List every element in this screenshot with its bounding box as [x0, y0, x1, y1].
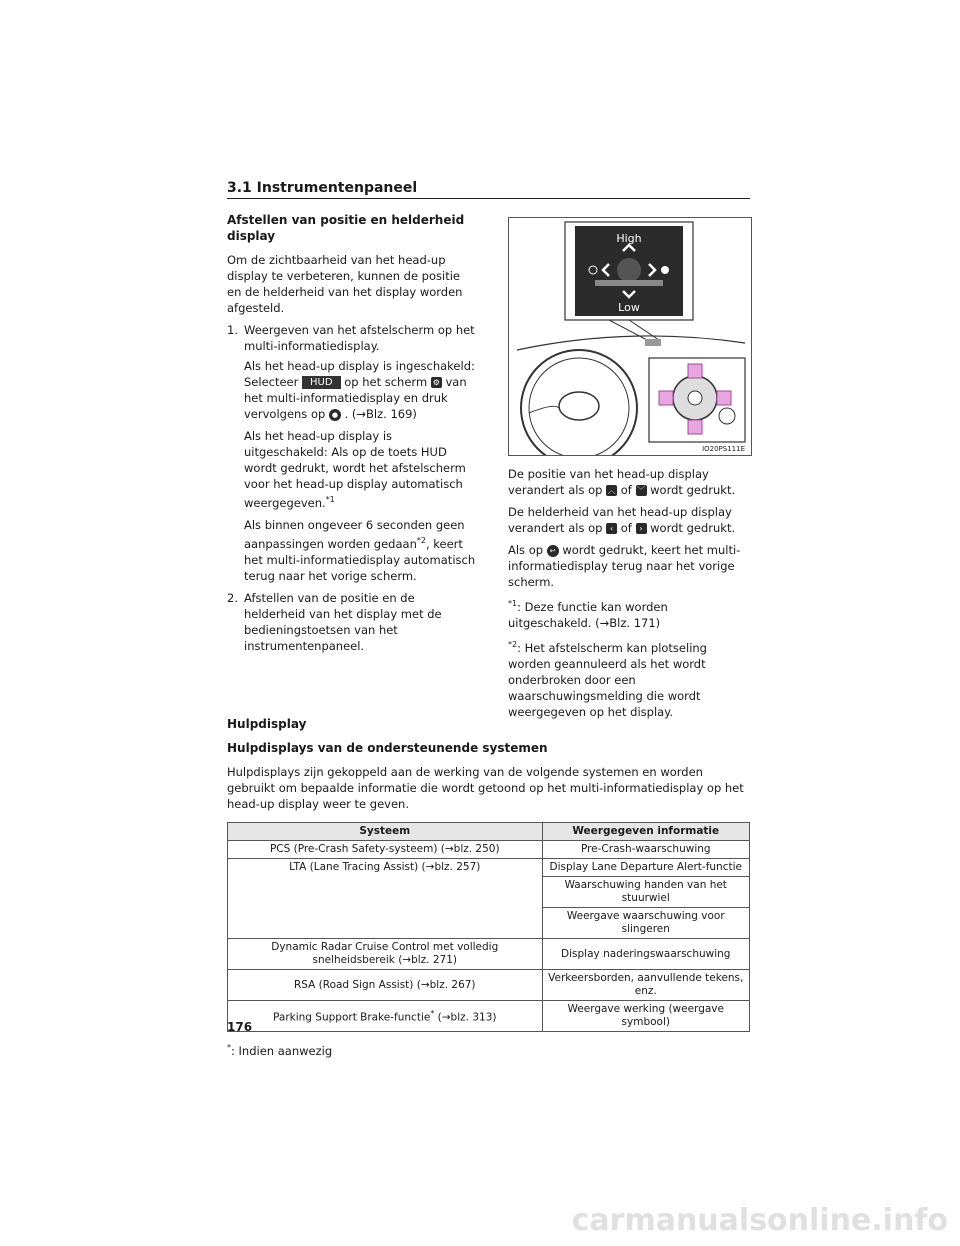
footnote-1	[508, 596, 753, 631]
r5-sys-a: Parking Support Brake-functie	[273, 1011, 431, 1024]
aux-subheading: Hulpdisplays van de ondersteunende systemen	[227, 741, 548, 755]
position-of: of	[620, 483, 632, 497]
left-column	[227, 212, 477, 658]
low-label: Low	[618, 301, 640, 314]
up-press-marker	[688, 364, 702, 378]
footnote-ref-1: *1	[325, 495, 335, 504]
aux-heading: Hulpdisplay	[227, 717, 307, 731]
brightness-scale	[595, 280, 663, 286]
systems-table	[227, 822, 750, 1032]
adjust-heading: Afstellen van positie en helderheid display	[227, 213, 465, 243]
back-button	[719, 408, 735, 424]
section-title: 3.1 Instrumentenpaneel	[227, 180, 418, 196]
intro-text: Om de zichtbaarheid van het head-up display te verbeteren, kunnen de positie en de helderheid van het display worden afgesteld.	[227, 253, 463, 315]
ok-button	[688, 391, 702, 405]
table-cell: Weergave waarschuwing voor slingeren	[542, 908, 749, 939]
r5-sup: *	[430, 1009, 435, 1019]
timeout-text-b: , keert het multi-informatiedisplay automatisch terug naar het vorige scherm.	[244, 536, 476, 583]
step-1-sub-timeout	[227, 517, 477, 584]
figure-code: IO20PS111E	[702, 445, 745, 453]
table-footnote-text: : Indien aanwezig	[231, 1043, 333, 1058]
brightness-text-a: De helderheid van het head-up display verandert als op	[508, 505, 732, 535]
table-cell: PCS (Pre-Crash Safety-systeem) (→blz. 250)	[228, 841, 543, 859]
table-footnote-mark: *	[227, 1043, 231, 1052]
table-cell: LTA (Lane Tracing Assist) (→blz. 257)	[228, 859, 543, 939]
brightness-of: of	[620, 521, 632, 535]
brightness-text-b: wordt gedrukt.	[650, 521, 736, 535]
column-header-system: Systeem	[228, 823, 543, 841]
position-text	[508, 466, 753, 498]
position-text-a: De positie van het head-up display verandert als op	[508, 467, 709, 497]
wheel-hub	[559, 392, 599, 420]
watermark-svg	[0, 1200, 960, 1242]
back-button-icon: ↩	[547, 545, 559, 557]
step-2-text: Afstellen van de positie en de helderheid van het display met de bedieningstoetsen van het instrumentenpaneel.	[244, 590, 442, 653]
footnote-2	[508, 637, 753, 720]
down-button-icon: ﹀	[637, 486, 645, 495]
table-row	[228, 859, 750, 877]
hud-projector	[645, 339, 661, 346]
footnote-1-text: : Deze functie kan worden uitgeschakeld. (→Blz. 171)	[508, 599, 668, 630]
r5-sys-b: (→blz. 313)	[434, 1011, 497, 1024]
sub-on-text-d: . (→Blz. 169)	[344, 407, 417, 421]
table-cell: Waarschuwing handen van het stuurwiel	[542, 877, 749, 908]
watermark	[0, 1200, 960, 1242]
left-button-icon: ‹	[606, 523, 617, 534]
left-press-marker	[659, 391, 673, 405]
bright-sun-icon	[661, 266, 669, 274]
table-cell: Display Lane Departure Alert-functie	[542, 859, 749, 877]
table-row	[228, 841, 750, 859]
back-text-a: Als op	[508, 543, 544, 557]
step-1	[227, 322, 477, 354]
ok-button-icon: ●	[329, 409, 341, 421]
footnote-ref-2: *2	[416, 535, 426, 545]
settings-screen-icon: ⚙	[432, 378, 440, 387]
step-2-number: 2.	[227, 590, 238, 605]
column-header-info: Weergegeven informatie	[542, 823, 749, 841]
step-1-text: Weergeven van het afstelscherm op het multi-informatiedisplay.	[244, 323, 475, 353]
sub-on-text-b: op het scherm	[344, 375, 428, 389]
down-press-marker	[688, 420, 702, 434]
footnote-2-text: : Het afstelscherm kan plotseling worden geannuleerd als het wordt onderbroken door een waarschuwingsmelding die wordt weergegeven op het display.	[508, 640, 707, 719]
up-button-icon: ︿	[607, 486, 616, 495]
table-cell: Dynamic Radar Cruise Control met volledig snelheidsbereik (→blz. 271)	[228, 939, 543, 970]
back-text	[508, 542, 753, 590]
table-row	[228, 1001, 750, 1032]
right-press-marker	[717, 391, 731, 405]
table-cell: Pre-Crash-waarschuwing	[542, 841, 749, 859]
sub-on-text-c: van het multi-informatiedisplay en druk vervolgens op	[244, 375, 467, 421]
table-footnote	[227, 1040, 752, 1059]
watermark-text: carmanualsonline.info	[571, 1203, 948, 1238]
hud-badge-icon: HUD	[302, 376, 341, 389]
position-text-b: wordt gedrukt.	[650, 483, 736, 497]
step-2	[227, 590, 477, 654]
steering-wheel	[521, 350, 637, 455]
sub-on-text-a: Als het head-up display is ingeschakeld: Selecteer	[244, 359, 475, 389]
table-cell: Display naderingswaarschuwing	[542, 939, 749, 970]
step-1-number: 1.	[227, 323, 238, 337]
table-row	[228, 939, 750, 970]
brightness-text	[508, 504, 753, 536]
right-column	[508, 466, 753, 726]
table-header-row	[228, 823, 750, 841]
hud-adjust-illustration	[508, 217, 752, 456]
page-number: 176	[227, 1020, 253, 1034]
auxiliary-display-section	[227, 716, 752, 1059]
footnote-1-mark: *1	[508, 599, 518, 608]
section-divider	[227, 198, 750, 199]
illustration-svg	[509, 218, 751, 455]
table-row	[228, 970, 750, 1001]
table-cell	[228, 1001, 543, 1032]
high-label: High	[616, 232, 642, 245]
table-cell: Verkeersborden, aanvullende tekens, enz.	[542, 970, 749, 1001]
step-1-sub-on	[227, 358, 477, 422]
sub-off-text: Als het head-up display is uitgeschakeld: Als op de toets HUD wordt gedrukt, wordt het afstelscherm voor het head-up display automatisch weergegeven.	[244, 429, 466, 510]
table-cell: Weergave werking (weergave symbool)	[542, 1001, 749, 1032]
footnote-2-mark: *2	[508, 639, 518, 649]
center-dial	[617, 258, 641, 282]
right-button-icon: ›	[636, 523, 647, 534]
aux-intro: Hulpdisplays zijn gekoppeld aan de werking van de volgende systemen en worden gebruikt om bepaalde informatie die wordt getoond op het multi-informatiedisplay op het head-up display weer te geven.	[227, 765, 744, 811]
step-1-sub-off	[227, 428, 477, 511]
back-text-b: wordt gedrukt, keert het multi-informatiedisplay terug naar het vorige scherm.	[508, 543, 741, 589]
table-cell: RSA (Road Sign Assist) (→blz. 267)	[228, 970, 543, 1001]
timeout-text-a: Als binnen ongeveer 6 seconden geen aanpassingen worden gedaan	[244, 517, 465, 551]
